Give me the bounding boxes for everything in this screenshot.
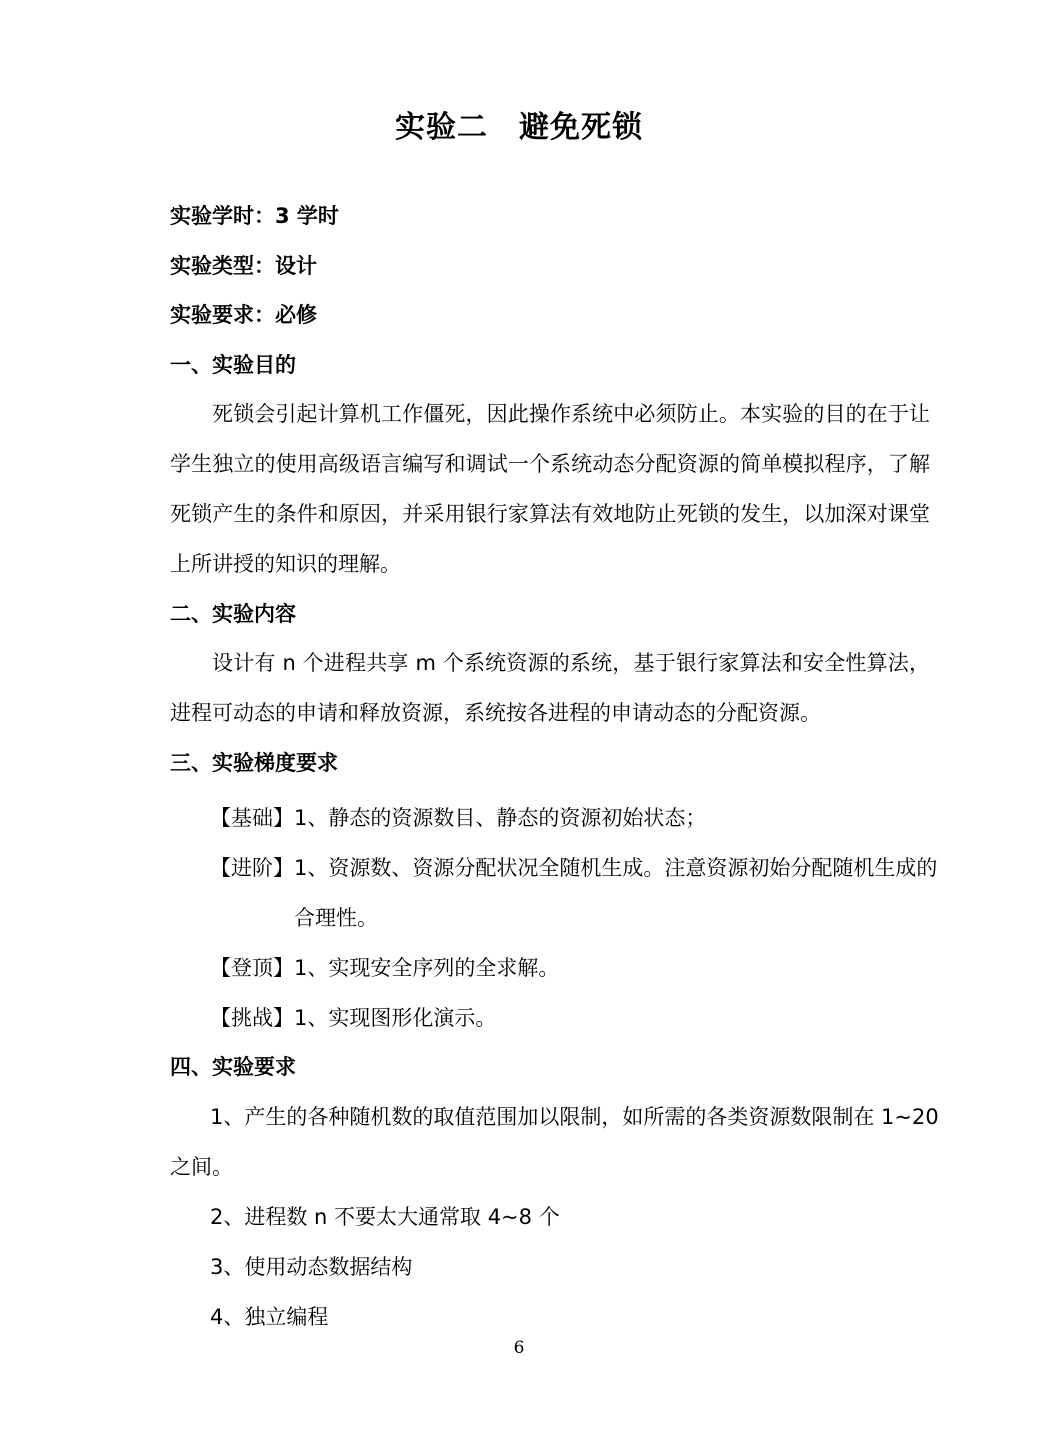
requirement-advanced-continuation: 合理性。 [294, 906, 378, 930]
requirement-item-2: 2、进程数 n 不要太大通常取 4~8 个 [210, 1205, 560, 1229]
requirement-summit: 【登顶】1、实现安全序列的全求解。 [210, 956, 560, 980]
page-number: 6 [513, 1338, 525, 1358]
requirement-item-1-continuation: 之间。 [170, 1155, 233, 1179]
lab-type: 实验类型：设计 [170, 254, 317, 278]
section-heading-gradient-requirements: 三、实验梯度要求 [170, 751, 338, 775]
purpose-paragraph: 死锁会引起计算机工作僵死，因此操作系统中必须防止。本实验的目的在于让学生独立的使用高级语言编写和调试一个系统动态分配资源的简单模拟程序，了解死锁产生的条件和原因，并采用银行家算法有效地防止死锁的发生，以加深对课堂上所讲授的知识的理解。 [170, 402, 930, 576]
page-title: 实验二 避免死锁 [395, 110, 643, 145]
section-heading-purpose: 一、实验目的 [170, 353, 296, 377]
requirement-item-4: 4、独立编程 [210, 1305, 329, 1329]
requirement-advanced: 【进阶】1、资源数、资源分配状况全随机生成。注意资源初始分配随机生成的 [210, 856, 938, 880]
section-heading-content: 二、实验内容 [170, 602, 296, 626]
content-paragraph: 设计有 n 个进程共享 m 个系统资源的系统，基于银行家算法和安全性算法，进程可动态的申请和释放资源，系统按各进程的申请动态的分配资源。 [170, 651, 930, 725]
requirement-challenge: 【挑战】1、实现图形化演示。 [210, 1006, 497, 1030]
lab-hours: 实验学时：3 学时 [170, 204, 339, 228]
section-heading-requirements: 四、实验要求 [170, 1055, 296, 1079]
requirement-item-3: 3、使用动态数据结构 [210, 1255, 413, 1279]
lab-requirement: 实验要求：必修 [170, 303, 317, 327]
requirement-basic: 【基础】1、静态的资源数目、静态的资源初始状态； [210, 806, 707, 830]
requirement-item-1: 1、产生的各种随机数的取值范围加以限制，如所需的各类资源数限制在 1~20 [210, 1105, 939, 1129]
